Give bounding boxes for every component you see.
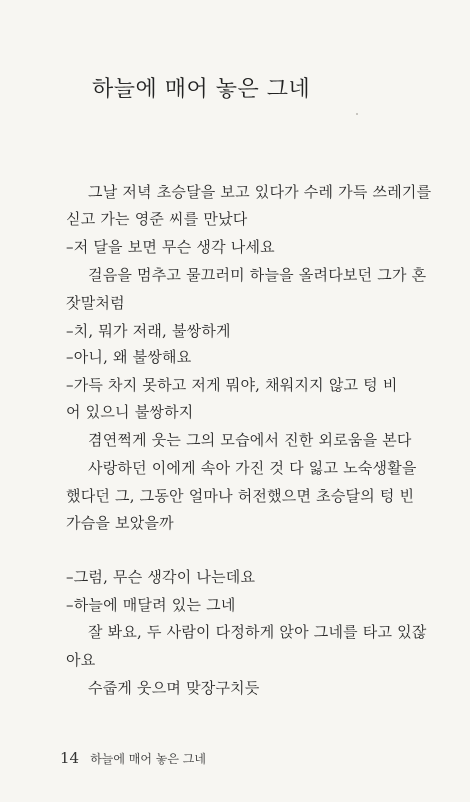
- running-title: 하늘에 매어 놓은 그네: [90, 752, 206, 766]
- text-line: 아요: [66, 651, 96, 669]
- text-line: 수줍게 웃으며 맞장구치듯: [88, 679, 260, 697]
- text-line: 싣고 가는 영준 씨를 만났다: [66, 210, 248, 228]
- text-line: –하늘에 매달려 있는 그네: [66, 596, 236, 614]
- text-line: 사랑하던 이에게 속아 가진 것 다 잃고 노숙생활을: [88, 459, 417, 477]
- text-line: 겸연쩍게 웃는 그의 모습에서 진한 외로움을 본다: [88, 431, 412, 449]
- text-line: –치, 뭐가 저래, 불쌍하게: [66, 322, 231, 340]
- decorative-dot: [356, 113, 358, 115]
- page-title: 하늘에 매어 놓은 그네: [92, 77, 311, 102]
- text-line: –저 달을 보면 무슨 생각 나세요: [66, 238, 275, 256]
- text-line: 가슴을 보았을까: [66, 514, 174, 532]
- text-line: –가득 차지 못하고 저게 뭐야, 채워지지 않고 텅 비: [66, 376, 398, 394]
- text-line: 잣말처럼: [66, 294, 125, 312]
- text-line: –그럼, 무슨 생각이 나는데요: [66, 568, 256, 586]
- text-line: 걸음을 멈추고 물끄러미 하늘을 올려다보던 그가 혼: [88, 266, 427, 284]
- text-line: 그날 저녁 초승달을 보고 있다가 수레 가득 쓰레기를: [88, 183, 432, 201]
- text-line: 했다던 그, 그동안 얼마나 허전했으면 초승달의 텅 빈: [66, 487, 415, 505]
- text-line: 잘 봐요, 두 사람이 다정하게 앉아 그네를 타고 있잖: [88, 623, 427, 641]
- text-line: –아니, 왜 불쌍해요: [66, 348, 192, 366]
- page-footer: [60, 748, 206, 767]
- text-line: 어 있으니 불쌍하지: [66, 403, 194, 421]
- page-number: 14: [60, 749, 80, 767]
